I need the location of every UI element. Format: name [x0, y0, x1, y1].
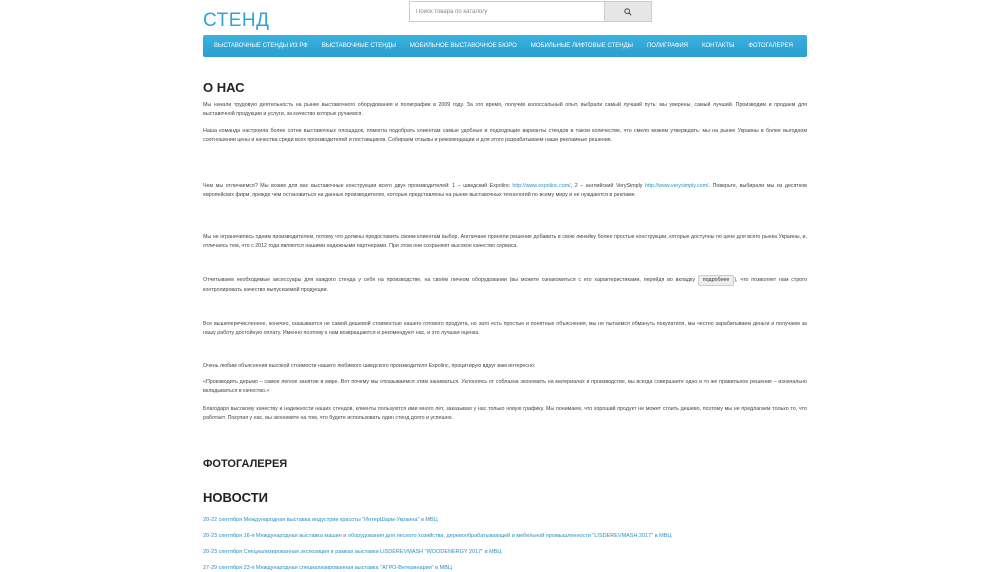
search-bar: [409, 1, 652, 22]
gallery-heading[interactable]: ФОТОГАЛЕРЕЯ: [203, 458, 288, 470]
about-paragraph-9: Благодаря высокому качеству и надежности наших стендов, клиенты пользуются ими много лет, заказывая у нас только новую графику. Мы понимаем, что хороший продукт не может стоить дешево, поэтому мы не предлагаем только то, что работает. Покупая у нас, вы экономите на том, что будете использовать один стенд долго и успешно.: [203, 406, 807, 422]
nav-item-gallery[interactable]: ФОТОГАЛЕРЕЯ: [748, 43, 793, 49]
verysimply-link[interactable]: http://www.verysimply.com/: [645, 183, 709, 189]
about-paragraph-7: Очень любим объяснения высокой стоимости нашего любимого шведского производителя Expolinc, процитирую вдруг вам интересно:: [203, 363, 536, 369]
news-item[interactable]: 20-23 сентября Специализированная экспозиция в рамках выставки LISDEREVMASH "WOODENERGY 2017" в МВЦ: [203, 549, 502, 555]
news-item[interactable]: 27-29 сентября 23-я Международная специализированная выставка "АГРО-Ветеринария" в МВЦ: [203, 565, 452, 571]
news-item[interactable]: 20-22 сентября Международная выставка индустрии красоты "ИнтерШарм-Украина" в МВЦ: [203, 517, 438, 523]
news-heading: НОВОСТИ: [203, 490, 269, 505]
main-nav: [203, 35, 807, 57]
search-input[interactable]: [409, 1, 605, 22]
about-paragraph-2: Наша команда настроила более сотни выставочных площадок, помогла подобрать клиентам самые удобные и подходящие варианты стендов в таком количестве, что смело можем утверждать: мы на рынке Украины в более выгодном соотношении цены и качества среди всех производителей и поставщиков. Собираем отзывы и рекомендации и для этого разрабатываем наши рекламные решения.: [203, 128, 807, 144]
news-list: [203, 512, 807, 572]
nav-item-mobile-stands[interactable]: МОБИЛЬНЫЕ ЛИФТОВЫЕ СТЕНДЫ: [530, 43, 633, 49]
about-paragraph-3: Чем мы отличаемся? Мы возим для вас выставочные конструкции всего двух производителей: 1 – шведский Expolinc http://www.expolinc.com/, 2 – английский VerySimply http://www.verysimply.com/. Поверьте, выбирали мы из десятков европейских фирм, прежде чем остановиться на данных производителях, которые представлены на рынке выставочных технологий по всему миру и не нуждаются в рекламе.: [203, 183, 807, 199]
nav-item-contacts[interactable]: КОНТАКТЫ: [702, 43, 735, 49]
about-paragraph-5: Отчитываем необходимые аксессуары для каждого стенда у себя на производстве, на своём личном оборудовании (вы можете ознакомиться с его характеристиками, перейдя во вкладку подробнее ), что позволяет нам строго контролировать качество выпускаемой продукции.: [203, 277, 807, 293]
about-paragraph-1: Мы начали трудовую деятельность на рынке выставочного оборудования и полиграфии в 2009 году. За это время, получив колоссальный опыт, выбрали самый лучший путь: мы уверены, самый лучший. Производим и продаем для выставочной продукции и услуги, за качество которых ручаемся.: [203, 102, 807, 118]
search-button[interactable]: [605, 1, 652, 22]
nav-item-mobile-bureau[interactable]: МОБИЛЬНОЕ ВЫСТАВОЧНОЕ БЮРО: [409, 43, 517, 49]
site-logo[interactable]: СТЕНД: [203, 10, 270, 31]
search-icon: [624, 8, 632, 16]
nav-item-polygraphy[interactable]: ПОЛИГРАФИЯ: [646, 43, 689, 49]
about-quote: «Производить дерьмо – самое легкое занятие в мире. Вот почему мы отказываемся этим заниматься. Уклоняясь от соблазна экономить на материалах и производстве, вы всегда совершаете одно и то же правильное решение – изначально вкладываться в качество.»: [203, 379, 807, 395]
about-paragraph-4: Мы не ограничились одним производителем, потому что должны предоставить своим клиентам выбор. Англичане приняли решение добавить в свою линейку более простые конструкции, которые доступны по цене для всего рынка Украины, и, отличаясь тем, что с 2012 года являются нашими надежными партнерами. При этом они сохраняют высокое качество сервиса.: [203, 234, 807, 250]
nav-item-stands[interactable]: ВЫСТАВОЧНЫЕ СТЕНДЫ: [321, 43, 396, 49]
details-button[interactable]: подробнее: [698, 275, 735, 286]
nav-item-stands-rf[interactable]: ВЫСТАВОЧНЫЕ СТЕНДЫ ИЗ РФ: [214, 43, 308, 49]
news-item[interactable]: 20-23 сентября 16-я Международная выставка машин и оборудования для лесного хозяйства, деревообрабатывающей и мебельной промышленности "LISDEREVMASH 2017" в МВЦ: [203, 533, 672, 539]
expolinc-link[interactable]: http://www.expolinc.com/: [512, 183, 571, 189]
about-paragraph-6: Все вышеперечисленное, конечно, сказывается не самой дешевой стоимостью нашего готового продукта, но зато есть простые и понятные объяснения, мы не пытаемся обмануть покупателя, мы честно зарабатываем деньги и получаем за нашу работу достойную оплату. Именно поэтому к нам возвращаются и рекомендуют нас, и это лучшая оценка.: [203, 321, 807, 337]
about-heading: О НАС: [203, 80, 245, 95]
